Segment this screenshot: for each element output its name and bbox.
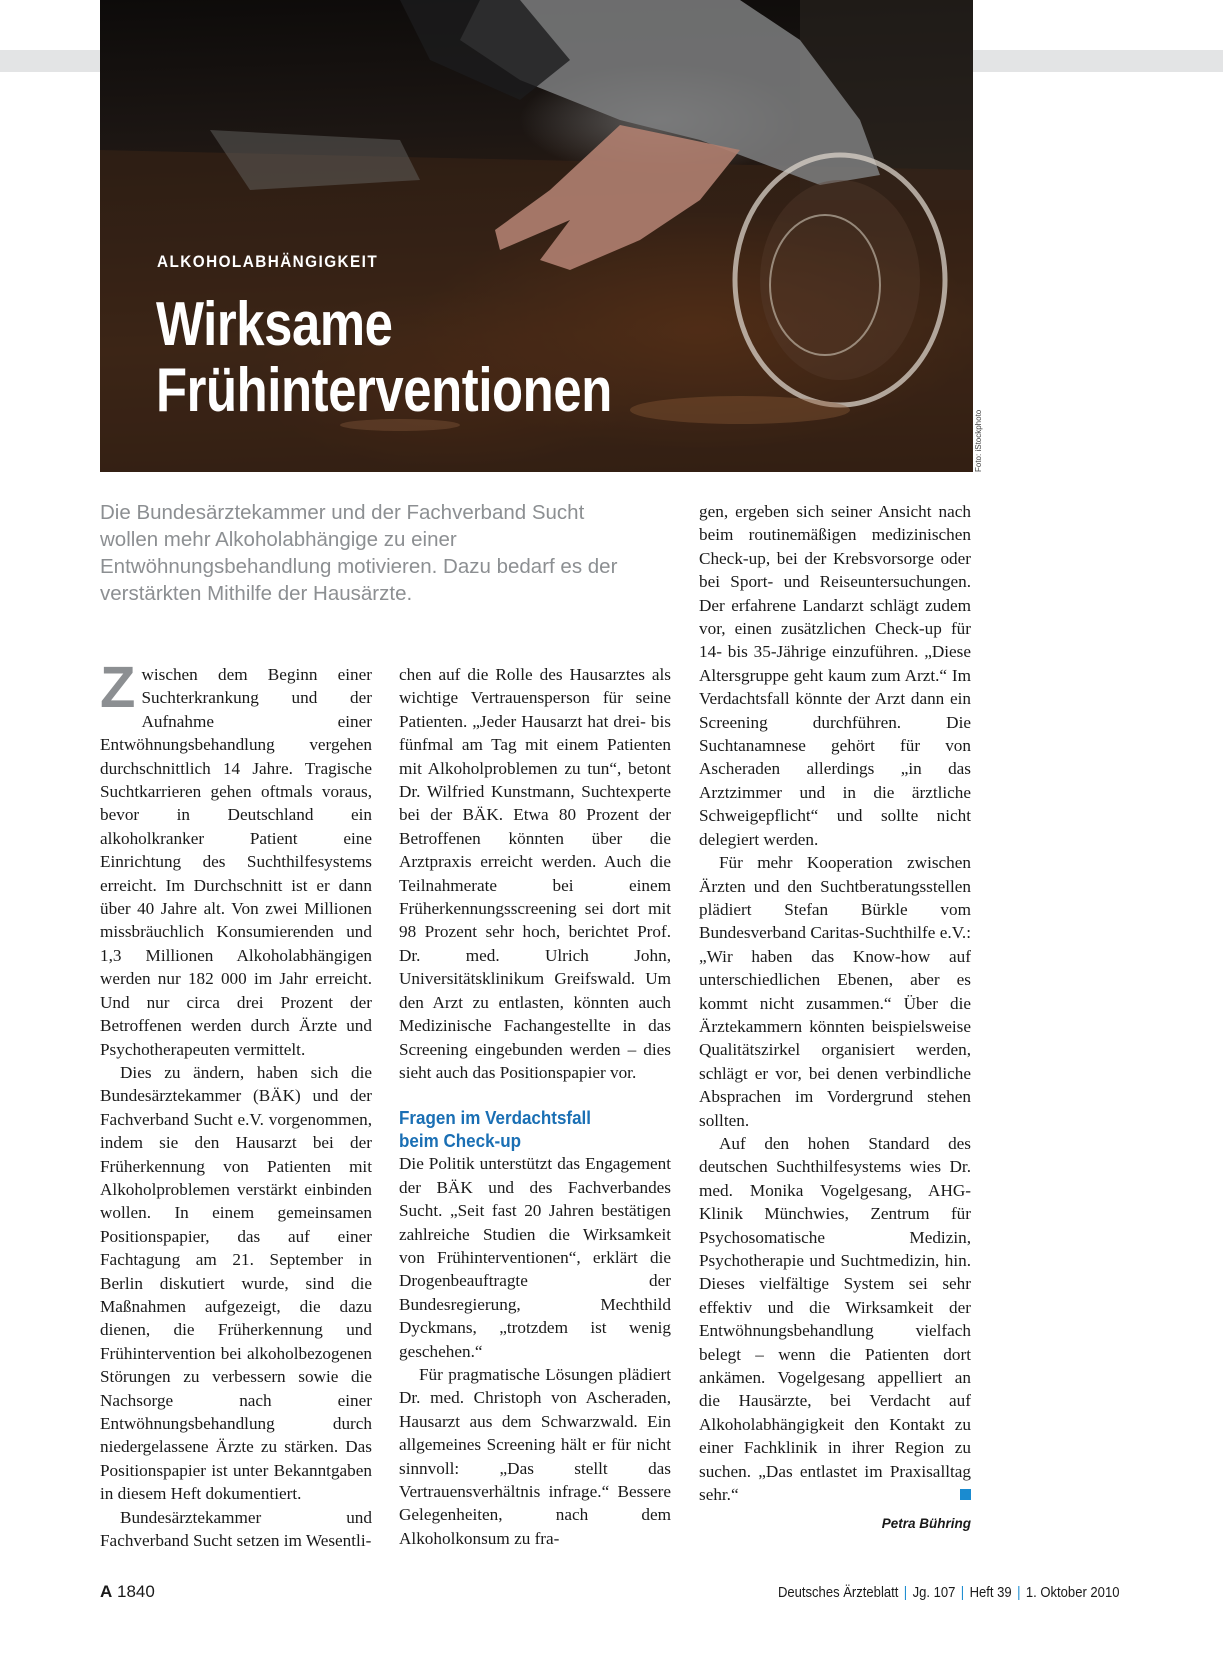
separator: | (1016, 1585, 1020, 1601)
journal-issue: Heft 39 (969, 1585, 1012, 1601)
drop-cap: Z (100, 655, 136, 720)
page-prefix: A (100, 1582, 113, 1601)
paragraph: Für mehr Kooperation zwischen Ärzten und den Suchtberatungsstellen plädiert Stefan Bürkle vom Bundesverband Caritas-Suchthilfe e.V.: „Wir haben das Know-how auf unterschiedlichen Ebenen, aber es kommt nicht zusammen.“ Über die Ärztekammern könnten beispielsweise Qualitätszirkel organisiert werden, schlägt er vor, bei denen verbindliche Absprachen im Vordergrund stehen sollten. (699, 853, 971, 1130)
paragraph (100, 655, 372, 1061)
page-number (100, 1582, 155, 1602)
paragraph: Die Politik unterstützt das Engagement der BÄK und des Fachverbandes Sucht. „Seit fast 20 Jahren bestätigen zahlreiche Studien die Wirksamkeit von Frühinterventionen“, erklärt die Drogenbeauftragte der Bundesregierung, Mechthild Dyckmans, „trotzdem ist wenig geschehen.“ (399, 1154, 671, 1361)
paragraph: gen, ergeben sich seiner Ansicht nach beim routinemäßigen medizinischen Check-up, bei der Krebsvorsorge oder bei Sport- und Reiseuntersuchungen. Der erfahrene Landarzt schlägt zudem vor, einen zusätzlichen Check-up für 14- bis 35-Jährige einzuführen. „Diese Altersgruppe geht kaum zum Arzt.“ Im Verdachtsfall könnte der Arzt dann ein Screening durchführen. Die Suchtanamnese gehört für von Ascheraden allerdings „in das Arztzimmer und in die ärztliche Schweigepflicht“ und sollte nicht delegiert werden. (699, 502, 971, 849)
paragraph (699, 1132, 971, 1507)
hero-photo (100, 0, 973, 472)
subheading (399, 1106, 649, 1152)
article-headline (156, 292, 612, 424)
text-column-3 (699, 500, 971, 1536)
separator: | (960, 1585, 964, 1601)
article-lead: Die Bundesärztekammer und der Fachverband Sucht wollen mehr Alkoholabhängige zu einer Entwöhnungsbehandlung motivieren. Dazu bedarf es der verstärkten Mithilfe der Hausärzte. (100, 501, 618, 605)
paragraph-text: wischen dem Beginn einer Suchterkrankung und der Aufnahme einer Entwöhnungsbehandlung vergehen durchschnittlich 14 Jahre. Tragische Suchtkarrieren gehen oftmals voraus, bevor in Deutschland ein alkoholkranker Patient eine Einrichtung des Suchthilfesystems erreicht. Im Durchschnitt ist er dann über 40 Jahre alt. Von zwei Millionen missbräuchlich Konsumierenden und 1,3 Millionen Alkoholabhängigen werden nur 182 000 im Jahr erreicht. Und nur circa drei Prozent der Betroffenen werden durch Ärzte und Psychotherapeuten vermittelt. (100, 665, 372, 1059)
photo-credit: Foto: iStockphoto (974, 409, 983, 472)
paragraph: Für pragmatische Lösungen plädiert Dr. med. Christoph von Ascheraden, Hausarzt aus dem Schwarzwald. Ein allgemeines Screening hält er für nicht sinnvoll: „Das stellt das Vertrauensverhältnis infrage.“ Bessere Gelegenheiten, nach dem Alkoholkonsum zu fra- (399, 1364, 671, 1548)
journal-volume: Jg. 107 (912, 1585, 955, 1601)
paragraph: chen auf die Rolle des Hausarztes als wichtige Vertrauensperson für seine Patienten. „Jeder Hausarzt hat drei- bis fünfmal am Tag mit einem Patienten mit Alkoholproblemen zu tun“, betont Dr. Wilfried Kunstmann, Suchtexperte bei der BÄK. Etwa 80 Prozent der Betroffenen könnten über die Arztpraxis erreicht werden. Auch die Teilnahmerate bei einem Früherkennungsscreening sei dort mit 98 Prozent sehr hoch, berichtet Prof. Dr. med. Ulrich John, Universitätsklinikum Greifswald. Um den Arzt zu entlasten, könnten auch Medizinische Fachangestellte in das Screening eingebunden werden – dies sieht auch das Positionspapier vor. (399, 665, 671, 1082)
subheading-line-1: Fragen im Verdachtsfall (399, 1107, 592, 1129)
separator: | (903, 1585, 907, 1601)
paragraph: Bundesärztekammer und Fachverband Sucht setzen im Wesentli- (100, 1507, 372, 1551)
headline-line-1: Wirksame (156, 290, 393, 359)
headline-line-2: Frühinterventionen (156, 356, 612, 425)
author-byline: Petra Bühring (881, 1516, 971, 1532)
paragraph-text: Auf den hohen Standard des deutschen Suchthilfesystems wies Dr. med. Monika Vogelgesang, AHG-Klinik Münchwies, Zentrum für Psychosomatische Medizin, Psychotherapie und Suchtmedizin, hin. Dieses vielfältige System sei sehr effektiv und die Wirksamkeit der Entwöhnungsbehandlung vielfach belegt – wenn die Patienten dort ankämen. Vogelgesang appelliert an die Hausärzte, bei Verdacht auf Alkoholabhängigkeit den Kontakt zu einer Fachklinik in ihrer Region zu suchen. „Das entlastet im Praxisalltag sehr.“ (699, 1133, 971, 1505)
text-column-2 (399, 663, 671, 1550)
journal-info (777, 1585, 1119, 1601)
subheading-line-2: beim Check-up (399, 1130, 522, 1152)
page-number-value: 1840 (117, 1582, 155, 1601)
section-kicker: ALKOHOLABHÄNGIGKEIT (157, 252, 379, 271)
end-mark-icon (960, 1489, 971, 1500)
paragraph: Dies zu ändern, haben sich die Bundesärztekammer (BÄK) und der Fachverband Sucht e.V. vorgenommen, indem sie den Hausarzt bei der Früherkennung von Patienten mit Alkoholproblemen verstärkt einbinden wollen. In einem gemeinsamen Positionspapier, das auf einer Fachtagung am 21. September in Berlin diskutiert wurde, sind die Maßnahmen aufgezeigt, die dazu dienen, die Früherkennung und Frühintervention bei alkoholbezogenen Störungen zu verbessern sowie die Nachsorge nach einer Entwöhnungsbehandlung durch niedergelassene Ärzte zu stärken. Das Positionspapier ist unter Bekanntgaben in diesem Heft dokumentiert. (100, 1062, 372, 1504)
issue-date: 1. Oktober 2010 (1025, 1585, 1119, 1601)
text-column-1 (100, 655, 372, 1552)
journal-name: Deutsches Ärzteblatt (777, 1585, 898, 1601)
